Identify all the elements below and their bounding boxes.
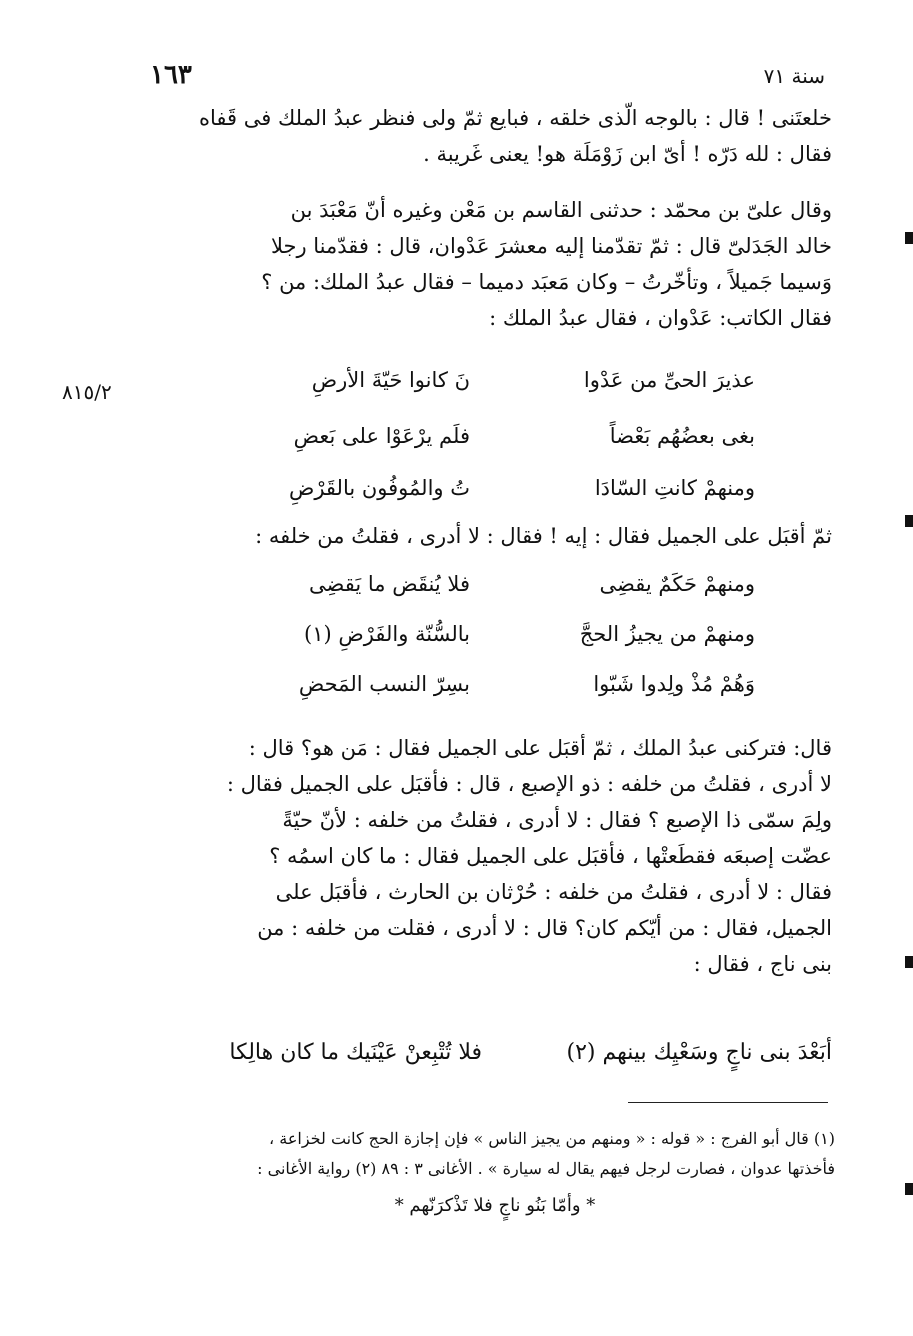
edge-mark <box>905 515 913 527</box>
edge-mark <box>905 1183 913 1195</box>
verse-line <box>215 622 755 662</box>
text-line: ثمّ أقبَل على الجميل فقال : إيه ! فقال : لا أدرى ، فقلتُ من خلفه : <box>255 524 832 548</box>
paragraph-2 <box>150 192 832 336</box>
verse-first-hemistich: أبَعْدَ بنى ناجٍ وسَعْيِك بينهم (٢) <box>566 1040 832 1065</box>
paragraph-4 <box>150 730 832 982</box>
verse-second-hemistich: فلا تُتْبِعنْ عَيْنَيك ما كان هالِكا <box>229 1040 482 1065</box>
verse-first-hemistich: ومنهمْ من يجيزُ الحجَّ <box>579 622 755 646</box>
verse-line <box>215 476 755 516</box>
text-line: فقال : لله دَرّه ! أىّ ابن زَوْمَلَة هو! يعنى غَريبة . <box>423 142 832 166</box>
verse-line <box>215 572 755 612</box>
verse-first-hemistich: بغى بعضُهُم بَعْضاً <box>609 424 755 448</box>
text-line: لا أدرى ، فقلتُ من خلفه : ذو الإصبع ، قال : فأقبَل على الجميل فقال : <box>226 772 832 796</box>
paragraph-1 <box>150 100 832 172</box>
text-line: الجميل، فقال : من أيّكم كان؟ قال : لا أدرى ، فقلت من خلفه : من <box>257 916 832 940</box>
verse-first-hemistich: عذيرَ الحىِّ من عَدْوا <box>583 368 755 392</box>
page-number: ١٦٣ <box>150 60 192 90</box>
edge-mark <box>905 956 913 968</box>
verse-line <box>215 368 755 408</box>
verse-second-hemistich: بالسُّنّة والفَرْضِ (١) <box>304 622 470 646</box>
text-line: خلعتَنى ! قال : بالوجه الّذى خلقه ، فبايع ثمّ ولى فنظر عبدُ الملك فى قَفاه <box>199 106 832 130</box>
verse-second-hemistich: فلَم يرْعَوْا على بَعضِ <box>293 424 470 448</box>
paragraph-3 <box>150 518 832 554</box>
verse-line <box>215 672 755 712</box>
year-label: سنة ٧١ <box>763 64 825 88</box>
footnote-separator <box>628 1102 828 1103</box>
verse-second-hemistich: تُ والمُوفُون بالقَرْضِ <box>288 476 470 500</box>
verse-first-hemistich: ومنهمْ كانتِ السّادَا <box>594 476 755 500</box>
text-line: فقال الكاتب: عَدْوان ، فقال عبدُ الملك : <box>489 306 832 330</box>
verse-line <box>152 1040 832 1080</box>
text-line: خالد الجَدَلىّ قال : ثمّ تقدّمنا إليه معشرَ عَدْوان، قال : فقدّمنا رجلا <box>270 234 832 258</box>
text-line: وقال علىّ بن محمّد : حدثنى القاسم بن مَعْن وغيره أنّ مَعْبَدَ بن <box>290 198 832 222</box>
verse-line <box>215 424 755 464</box>
page-header <box>150 60 825 90</box>
verse-first-hemistich: ومنهمْ حَكَمٌ يقضِى <box>599 572 755 596</box>
edge-mark <box>905 232 913 244</box>
verse-first-hemistich: وَهُمْ مُذْ ولِدوا شَبّوا <box>593 672 755 696</box>
text-line: وَسيما جَميلاً ، وتأخّرتُ – وكان مَعبَد دميما – فقال عبدُ الملك: من ؟ <box>261 270 832 294</box>
footnotes <box>150 1124 835 1184</box>
text-line: قال: فتركنى عبدُ الملك ، ثمّ أقبَل على الجميل فقال : مَن هو؟ قال : <box>248 736 832 760</box>
text-line: بنى ناج ، فقال : <box>693 952 832 976</box>
verse-second-hemistich: فلا يُنقَض ما يَقضِى <box>309 572 470 596</box>
footnote-line: (١) قال أبو الفرج : « قوله : « ومنهم من يجيز الناس » فإن إجازة الحج كانت لخزاعة ، <box>269 1129 835 1148</box>
footnote-line: فأخذتها عدوان ، فصارت لرجل فيهم يقال له سيارة » . الأغانى ٣ : ٨٩ (٢) رواية الأغانى : <box>257 1159 835 1178</box>
footnote-verse: * وأمّا بَنُو ناجٍ فلا تَذْكرَنّهم * <box>394 1195 596 1216</box>
text-line: عضّت إصبعَه فقطَعتْها ، فأقبَل على الجميل فقال : ما كان اسمُه ؟ <box>269 844 832 868</box>
text-line: ولِمَ سمّى ذا الإصبع ؟ فقال : لا أدرى ، فقلتُ من خلفه : لأنّ حيّةً <box>282 808 832 832</box>
verse-second-hemistich: بسِرّ النسب المَحضِ <box>298 672 470 696</box>
text-line: فقال : لا أدرى ، فقلتُ من خلفه : حُرْثان بن الحارث ، فأقبَل على <box>275 880 832 904</box>
margin-reference: ٨١٥/٢ <box>62 380 112 404</box>
verse-second-hemistich: نَ كانوا حَيّةَ الأرضِ <box>311 368 470 392</box>
